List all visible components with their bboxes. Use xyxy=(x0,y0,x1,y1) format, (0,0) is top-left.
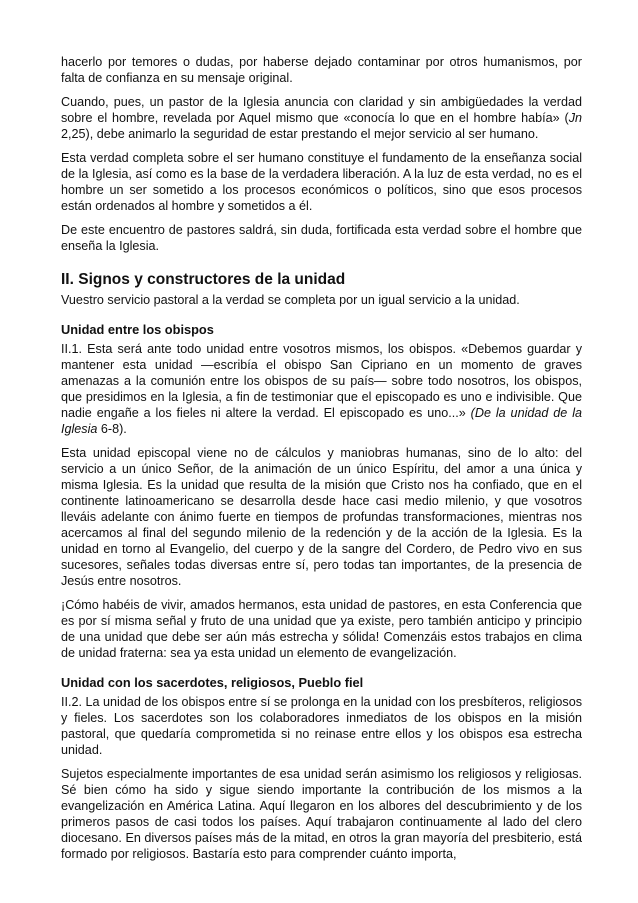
text-run: 6-8). xyxy=(97,422,127,436)
paragraph: II.2. La unidad de los obispos entre sí se prolonga en la unidad con los presbíteros, religiosos y fieles. Los sacerdotes son los colaboradores inmediatos de los obispos en la misión pastoral, que quedaría comprometida si no reinase entre ellos y los obispos esa estrecha unidad. xyxy=(61,695,582,757)
paragraph xyxy=(61,341,582,437)
paragraph: Sujetos especialmente importantes de esa unidad serán asimismo los religiosos y religiosas. Sé bien cómo ha sido y sigue siendo importante la contribución de los mismos a la evangelización en América Latina. Aquí llegaron en los albores del descubrimiento y de los primeros pasos de casi todos los países. Aquí trabajaron continuamente al lado del clero diocesano. En diversos países más de la mitad, en otros la gran mayoría del presbiterio, está formado por religiosos. Bastaría esto para comprender cuánto importa, xyxy=(61,767,582,861)
paragraph: Esta verdad completa sobre el ser humano constituye el fundamento de la enseñanza social de la Iglesia, así como es la base de la verdadera liberación. A la luz de esta verdad, no es el hombre un ser sometido a los procesos económicos o políticos, sino que esos procesos están ordenados al hombre y sometidos a él. xyxy=(61,151,582,213)
section-intro: Vuestro servicio pastoral a la verdad se completa por un igual servicio a la unidad. xyxy=(61,293,520,307)
citation: (De la unidad de la Iglesia xyxy=(61,406,582,436)
text-run: II.1. Esta será ante todo unidad entre vosotros mismos, los obispos. «Debemos guardar y mantener esta unidad —escribía el obispo San Cipriano en un momento de graves amenazas a la comunión entre los obispos de su país— sobre todo nosotros, los obispos, que presidimos en la Iglesia, a fin de testimoniar que el episcopado es uno e indivisible. Que nadie engañe a los fieles ni altere la verdad. El episcopado es uno...» xyxy=(61,342,582,420)
paragraph xyxy=(61,94,582,142)
subsection-heading: Unidad entre los obispos xyxy=(61,322,214,337)
paragraph: ¡Cómo habéis de vivir, amados hermanos, esta unidad de pastores, en esta Conferencia que es por sí misma señal y fruto de una unidad que ya existe, pero también anticipo y principio de una unidad que debe ser aún más estrecha y sólida! Comenzáis estos trabajos en clima de unidad fraterna: sea ya esta unidad un elemento de evangelización. xyxy=(61,598,582,660)
subsection-heading: Unidad con los sacerdotes, religiosos, Pueblo fiel xyxy=(61,675,364,690)
text-run: 2,25), debe animarlo la seguridad de estar prestando el mejor servicio al ser humano. xyxy=(61,127,539,141)
section-heading: II. Signos y constructores de la unidad xyxy=(61,271,346,288)
text-run: Cuando, pues, un pastor de la Iglesia anuncia con claridad y sin ambigüedades la verdad sobre el hombre, revelada por Aquel mismo que «conocía lo que en el hombre había» ( xyxy=(61,95,582,125)
paragraph: Esta unidad episcopal viene no de cálculos y maniobras humanas, sino de lo alto: del servicio a un único Señor, de la animación de un único Espíritu, del amor a una única y misma Iglesia. Es la unidad que resulta de la misión que Cristo nos ha confiado, que en el continente latinoamericano se desarrolla desde hace casi medio milenio, y que vosotros lleváis adelante con ánimo fuerte en tiempos de profundas transformaciones, mientras nos acercamos al final del segundo milenio de la redención y de la acción de la Iglesia. Es la unidad en torno al Evangelio, del cuerpo y de la sangre del Cordero, de Pedro vivo en sus sucesores, señales todas diversas entre sí, pero todas tan importantes, de la presencia de Jesús entre nosotros. xyxy=(61,446,582,588)
paragraph: hacerlo por temores o dudas, por haberse dejado contaminar por otros humanismos, por falta de confianza en su mensaje original. xyxy=(61,55,582,85)
paragraph: De este encuentro de pastores saldrá, sin duda, fortificada esta verdad sobre el hombre que enseña la Iglesia. xyxy=(61,223,582,253)
scripture-reference: Jn xyxy=(568,111,582,125)
